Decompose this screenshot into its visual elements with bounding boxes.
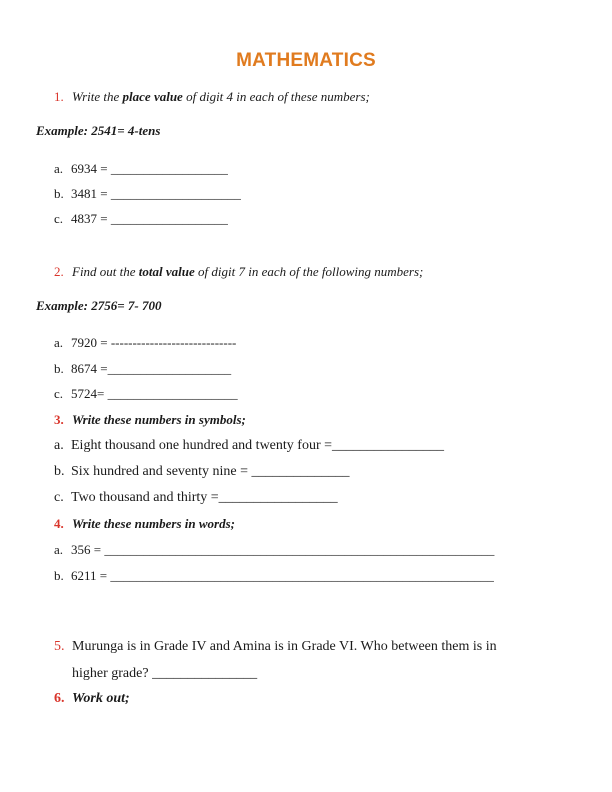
- item-label: a.: [54, 542, 64, 557]
- question-5-line1: Murunga is in Grade IV and Amina is in Grade VI. Who between them is in: [72, 639, 497, 654]
- question-1-number: 1.: [54, 89, 64, 104]
- question-2-text-pre: Find out the: [72, 264, 139, 279]
- item-text: 356 = ____________________________________________________________: [71, 542, 495, 557]
- question-4-number: 4.: [54, 516, 64, 531]
- question-5-line2: higher grade? _______________: [72, 666, 258, 681]
- question-2-example: Example: 2756= 7- 700: [36, 298, 162, 313]
- question-4-heading: Write these numbers in words;: [72, 516, 236, 531]
- item-label: b.: [54, 568, 64, 583]
- page-title: MATHEMATICS: [236, 50, 376, 71]
- question-4-item-b: [54, 568, 494, 584]
- item-text: Two thousand and thirty =_________________: [71, 490, 338, 505]
- question-1-item-c: [54, 211, 228, 227]
- item-label: a.: [54, 438, 64, 453]
- question-3-item-b: [54, 464, 350, 480]
- question-5: [54, 639, 497, 655]
- item-label: b.: [54, 464, 65, 479]
- item-label: b.: [54, 186, 64, 201]
- item-text: 7920 = -----------------------------: [71, 335, 237, 350]
- question-4: [54, 516, 235, 532]
- question-1-text-bold: place value: [122, 89, 183, 104]
- item-label: b.: [54, 361, 64, 376]
- item-label: c.: [54, 211, 64, 226]
- question-2-item-c: [54, 386, 238, 402]
- question-2-text-post: of digit 7 in each of the following numbers;: [194, 264, 424, 279]
- item-text: 8674 =___________________: [71, 361, 232, 376]
- question-3-heading: Write these numbers in symbols;: [72, 412, 246, 427]
- item-label: c.: [54, 386, 64, 401]
- question-6-number: 6.: [54, 691, 65, 706]
- item-text: 4837 = __________________: [71, 211, 228, 226]
- question-2-text-bold: total value: [138, 264, 195, 279]
- item-label: a.: [54, 335, 64, 350]
- item-text: 3481 = ____________________: [71, 186, 241, 201]
- question-1-item-b: [54, 186, 241, 202]
- question-6-heading: Work out;: [72, 691, 130, 706]
- item-text: Eight thousand one hundred and twenty four =________________: [71, 438, 445, 453]
- item-text: 6934 = __________________: [71, 161, 228, 176]
- question-5-number: 5.: [54, 639, 65, 654]
- question-3: [54, 412, 246, 428]
- question-6: [54, 691, 130, 707]
- question-2-number: 2.: [54, 264, 64, 279]
- question-2-item-a: [54, 335, 236, 351]
- question-1-example: Example: 2541= 4-tens: [36, 123, 161, 138]
- item-text: 6211 = ___________________________________________________________: [71, 568, 494, 583]
- question-3-item-a: [54, 438, 444, 454]
- question-1: [54, 89, 370, 105]
- item-label: c.: [54, 490, 64, 505]
- question-1-item-a: [54, 161, 228, 177]
- question-1-text-post: of digit 4 in each of these numbers;: [182, 89, 370, 104]
- question-2: [54, 264, 423, 280]
- item-text: 5724= ____________________: [71, 386, 238, 401]
- question-3-item-c: [54, 490, 338, 506]
- item-label: a.: [54, 161, 64, 176]
- item-text: Six hundred and seventy nine = ______________: [71, 464, 350, 479]
- question-1-text-pre: Write the: [72, 89, 123, 104]
- question-2-item-b: [54, 361, 231, 377]
- question-3-number: 3.: [54, 412, 64, 427]
- question-4-item-a: [54, 542, 494, 558]
